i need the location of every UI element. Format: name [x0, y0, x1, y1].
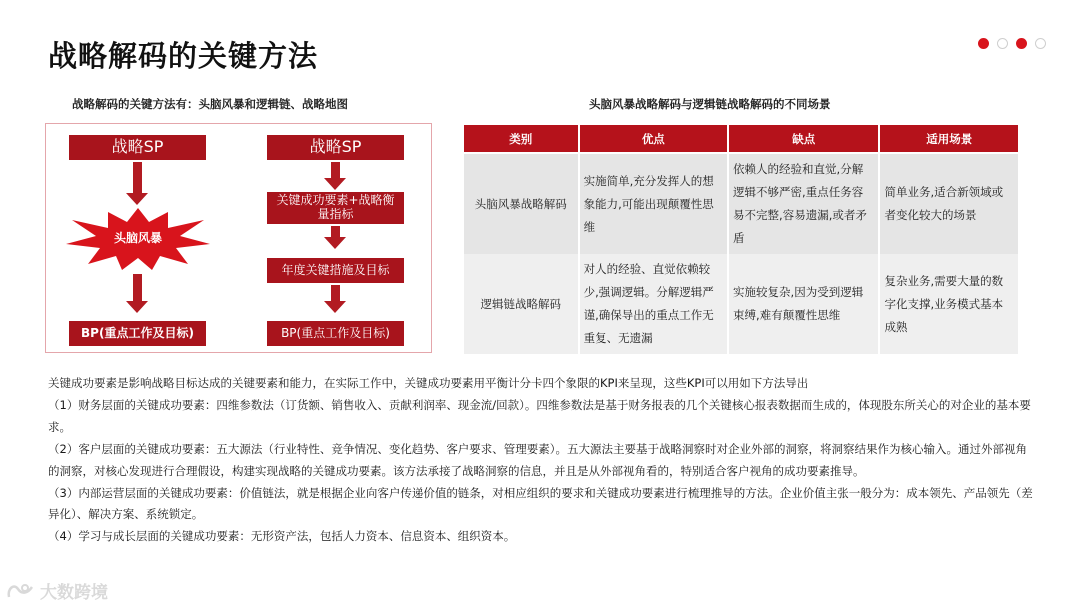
table-row [464, 254, 1018, 354]
indicator-dot [1035, 38, 1046, 49]
page-indicator [978, 38, 1046, 49]
table-cell: 依赖人的经验和直觉,分解逻辑不够严密,重点任务容易不完整,容易遗漏,或者矛盾 [729, 154, 878, 254]
table-cell: 实施简单,充分发挥人的想象能力,可能出现颠覆性思维 [580, 154, 727, 254]
page-title: 战略解码的关键方法 [48, 39, 319, 73]
flow-left-bottom-box: BP(重点工作及目标) [69, 321, 206, 346]
table-cell: 逻辑链战略解码 [464, 254, 578, 354]
arrow-down-icon [324, 237, 346, 249]
flow-right-bottom-box: BP(重点工作及目标) [267, 321, 404, 346]
flow-right-top-box: 战略SP [267, 135, 404, 160]
column-header: 缺点 [729, 125, 878, 154]
flow-right-step1-box: 关键成功要素+战略衡量指标 [267, 192, 404, 224]
column-header: 类别 [464, 125, 578, 154]
table-header-row [464, 125, 1018, 154]
column-header: 优点 [580, 125, 727, 154]
arrow-shaft [331, 162, 340, 179]
watermark-logo-icon [6, 581, 36, 601]
indicator-dot [997, 38, 1008, 49]
table-cell: 复杂业务,需要大量的数字化支撑,业务模式基本成熟 [880, 254, 1018, 354]
column-header: 适用场景 [880, 125, 1018, 154]
flow-diagram [45, 123, 432, 353]
paragraph: （1）财务层面的关键成功要素：四维参数法（订货额、销售收入、贡献利润率、现金流/回款）。四维参数法是基于财务报表的几个关键核心报表数据而生成的，体现股东所关心的对企业的基本要求。 [48, 397, 1031, 434]
table-cell: 头脑风暴战略解码 [464, 154, 578, 254]
arrow-shaft [133, 162, 142, 194]
paragraph: （2）客户层面的关键成功要素：五大源法（行业特性、竞争情况、变化趋势、客户要求、管理要素）。五大源法主要基于战略洞察时对企业外部的洞察，将洞察结果作为核心输入。通过外部视角的洞察，对核心发现进行合理假设，构建实现战略的关键成功要素。该方法承接了战略洞察的信息，并且是从外部视角看的，特别适合客户视角的成功要素推导。 [48, 441, 1028, 478]
right-subtitle: 头脑风暴战略解码与逻辑链战略解码的不同场景 [589, 97, 831, 111]
flow-left-burst-label: 头脑风暴 [113, 231, 162, 245]
arrow-down-icon [126, 193, 148, 205]
arrow-down-icon [126, 301, 148, 313]
arrow-down-icon [324, 301, 346, 313]
arrow-shaft [133, 274, 142, 302]
table-cell: 实施较复杂,因为受到逻辑束缚,难有颠覆性思维 [729, 254, 878, 354]
watermark-text: 大数跨境 [40, 583, 108, 603]
body-text [48, 373, 1033, 548]
table-cell: 简单业务,适合新领域或者变化较大的场景 [880, 154, 1018, 254]
paragraph: （3）内部运营层面的关键成功要素：价值链法，就是根据企业向客户传递价值的链条，对相应组织的要求和关键成功要素进行梳理推导的方法。企业价值主张一般分为：成本领先、产品领先（差异化）、解决方案、系统锁定。 [48, 485, 1033, 522]
table-cell: 对人的经验、直觉依赖较少,强调逻辑。分解逻辑严谨,确保导出的重点工作无重复、无遗漏 [580, 254, 727, 354]
table-row [464, 154, 1018, 254]
paragraph: （4）学习与成长层面的关键成功要素：无形资产法，包括人力资本、信息资本、组织资本。 [48, 529, 516, 544]
flow-right-step2-box: 年度关键措施及目标 [267, 258, 404, 283]
indicator-dot [978, 38, 989, 49]
paragraph: 关键成功要素是影响战略目标达成的关键要素和能力，在实际工作中，关键成功要素用平衡计分卡四个象限的KPI来呈现，这些KPI可以用如下方法导出 [48, 376, 809, 390]
flow-left-top-box: 战略SP [69, 135, 206, 160]
arrow-down-icon [324, 178, 346, 190]
watermark [6, 578, 108, 603]
comparison-table [462, 125, 1020, 354]
indicator-dot [1016, 38, 1027, 49]
arrow-shaft [331, 285, 340, 302]
left-subtitle: 战略解码的关键方法有：头脑风暴和逻辑链、战略地图 [72, 97, 348, 111]
